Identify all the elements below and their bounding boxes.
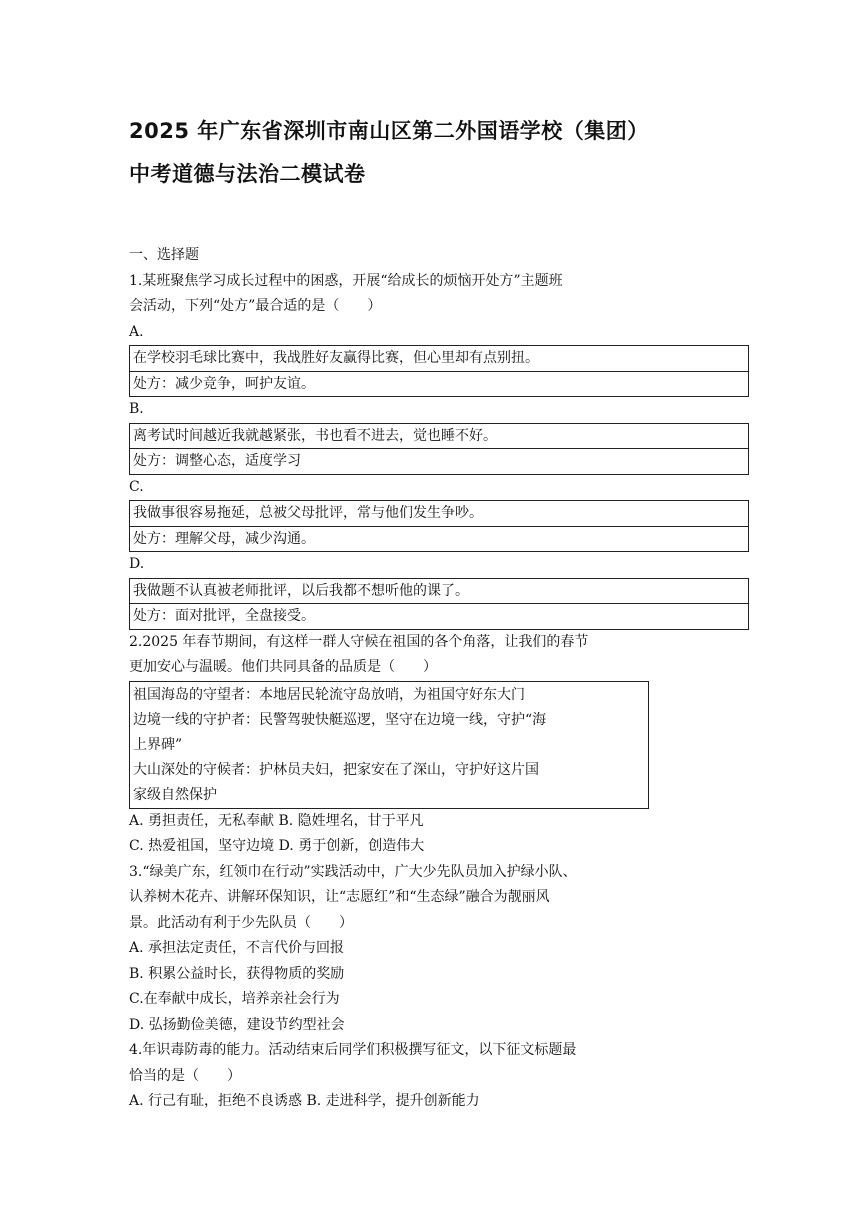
material-line: 上界碑” bbox=[133, 736, 183, 753]
question-stem-line: 认养树木花卉、讲解环保知识，让“志愿红”和“生态绿”融合为靓丽风 bbox=[129, 889, 550, 905]
option-c-problem: 我做事很容易拖延，总被父母批评，常与他们发生争吵。 bbox=[133, 505, 483, 521]
question-stem-line: 更加安心与温暖。他们共同具备的品质是（ ） bbox=[129, 659, 437, 675]
question-stem-line: 2.2025 年春节期间，有这样一群人守候在祖国的各个角落，让我们的春节 bbox=[129, 633, 589, 650]
option-c-table bbox=[129, 500, 749, 552]
option-label-a: A. bbox=[129, 323, 144, 340]
question-1 bbox=[129, 269, 759, 630]
option-a-problem: 在学校羽毛球比赛中，我战胜好友赢得比赛，但心里却有点别扭。 bbox=[133, 350, 539, 366]
question-3 bbox=[129, 860, 759, 1039]
question-stem-line: 1.某班聚焦学习成长过程中的困惑，开展“给成长的烦恼开处方”主题班 bbox=[129, 272, 563, 289]
exam-title-line-1: 2025 年广东省深圳市南山区第二外国语学校（集团） bbox=[129, 119, 649, 143]
exam-title-line-2: 中考道德与法治二模试卷 bbox=[129, 162, 366, 186]
material-line: 家级自然保护 bbox=[133, 786, 217, 803]
option-label-b: B. bbox=[129, 401, 144, 417]
option-b-prescription: 处方：调整心态，适度学习 bbox=[130, 448, 748, 474]
exam-content bbox=[129, 243, 759, 1115]
option-line: C. 热爱祖国，坚守边境 D. 勇于创新，创造伟大 bbox=[129, 838, 425, 854]
question-stem-line: 恰当的是（ ） bbox=[129, 1067, 241, 1084]
option-line: B. 积累公益时长，获得物质的奖励 bbox=[129, 965, 345, 982]
question-stem-line: 景。此活动有利于少先队员（ ） bbox=[129, 914, 353, 931]
option-b-problem: 离考试时间越近我就越紧张，书也看不进去，觉也睡不好。 bbox=[133, 427, 497, 444]
material-line: 祖国海岛的守望者：本地居民轮流守岛放哨，为祖国守好东大门 bbox=[133, 686, 525, 703]
option-line: A. 承担法定责任，不言代价与回报 bbox=[129, 940, 345, 956]
option-label-d: D. bbox=[129, 556, 145, 572]
option-label-c: C. bbox=[129, 478, 144, 495]
option-d-problem: 我做题不认真被老师批评，以后我都不想听他的课了。 bbox=[133, 582, 469, 599]
question-stem-line: 4.年识毒防毒的能力。活动结束后同学们积极撰写征文，以下征文标题最 bbox=[129, 1042, 577, 1058]
section-heading: 一、选择题 bbox=[129, 247, 199, 263]
option-line: A. 行己有耻，拒绝不良诱惑 B. 走进科学，提升创新能力 bbox=[129, 1093, 480, 1109]
option-c-prescription: 处方：理解父母，减少沟通。 bbox=[130, 526, 748, 552]
option-b-table bbox=[129, 423, 749, 475]
material-box bbox=[129, 681, 649, 809]
option-d-prescription: 处方：面对批评，全盘接受。 bbox=[130, 603, 748, 629]
question-stem-line: 会活动，下列“处方”最合适的是（ ） bbox=[129, 298, 382, 314]
option-a-table bbox=[129, 345, 749, 397]
material-line: 边境一线的守护者：民警驾驶快艇巡逻，坚守在边境一线，守护“海 bbox=[133, 711, 547, 728]
option-line: D. 弘扬勤俭美德，建设节约型社会 bbox=[129, 1016, 345, 1033]
option-a-prescription: 处方：减少竞争，呵护友谊。 bbox=[130, 371, 748, 397]
material-line: 大山深处的守候者：护林员夫妇，把家安在了深山，守护好这片国 bbox=[133, 761, 539, 778]
option-line: C.在奉献中成长，培养亲社会行为 bbox=[129, 991, 340, 1007]
option-d-table bbox=[129, 578, 749, 630]
question-stem-line: 3.“绿美广东，红领巾在行动”实践活动中，广大少先队员加入护绿小队、 bbox=[129, 863, 577, 880]
question-2 bbox=[129, 630, 759, 860]
question-4 bbox=[129, 1038, 759, 1115]
option-line: A. 勇担责任，无私奉献 B. 隐姓埋名，甘于平凡 bbox=[129, 812, 424, 829]
